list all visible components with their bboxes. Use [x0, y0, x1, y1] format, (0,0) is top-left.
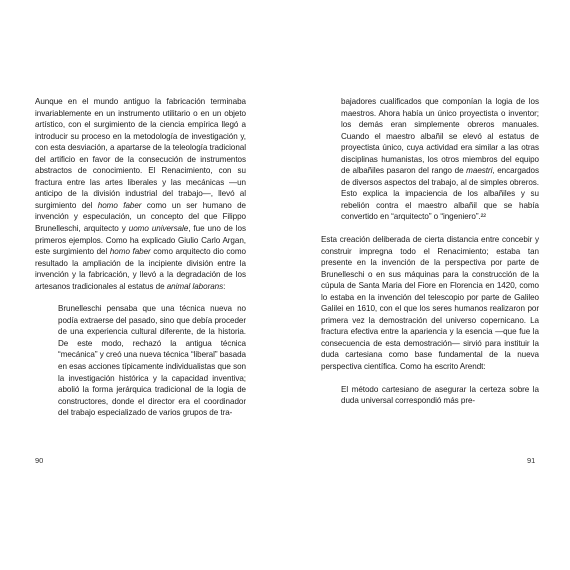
right-text-column [321, 96, 539, 407]
block-quote: Brunelleschi pensaba que una técnica nueva no podía extraerse del pasado, sino que debía proceder de una experiencia cultural diferente, de la historia. De este modo, rechazó la antigua técnica “mecánica” y creó una nueva técnica “liberal” basada en esas acciones típicamente individualistas que son la investigación histórica y la capacidad inventiva; abolió la forma jerárquica tradicional de la logia de constructores, donde el director era el coordinador del trabajo especializado de varios grupos de tra- [58, 304, 246, 418]
block-quote-continuation: bajadores cualificados que componían la logia de los maestros. Ahora había un único proyectista o inventor; los demás eran simplemente obreros manuales. Cuando el maestro albañil se elevó al estatus de proyectista único, cuya actividad era similar a las otras disciplinas humanistas, los otros miembros del equipo de albañiles pasaron del rango de maestri, encargados de diversos aspectos del trabajo, al de simples obreros. Esto explica la impaciencia de los albañiles y su rebelión contra el maestro albañil que se había convertido en “arquitecto” o “ingeniero”.²² [341, 97, 539, 222]
block-quote: El método cartesiano de asegurar la certeza sobre la duda universal correspondió más pre- [341, 384, 539, 406]
page-number: 90 [35, 456, 44, 465]
body-paragraph: Aunque en el mundo antiguo la fabricación terminaba invariablemente en un instrumento utilitario o en un objeto artístico, con el surgimiento de la ciencia empírica llegó a introducir su proceso en la metodología de investigación y, con esta desviación, a apartarse de la teleología tradicional del artificio en favor de la consecución de instrumentos abstractos de conocimiento. El Renacimiento, con su fractura entre las artes liberales y las mecánicas —un anticipo de la división industrial del trabajo—, llevó al surgimiento del homo faber como un ser humano de invención y especulación, un concepto del que Filippo Brunelleschi, arquitecto y uomo universale, fue uno de los primeros ejemplos. Como ha explicado Giulio Carlo Argan, este surgimiento del homo faber como arquitecto dio como resultado la ampliación de la incipiente división entre la invención y la fabricación, y llevó a la degradación de los artesanos tradicionales al estatus de animal laborans: [35, 97, 247, 291]
page-number: 91 [527, 456, 536, 465]
left-text-column [35, 96, 246, 419]
body-paragraph: Esta creación deliberada de cierta distancia entre concebir y construir impregna todo el Renacimiento; estaba tan presente en la invención de la perspectiva por parte de Brunelleschi o en sus máquinas para la construcción de la cúpula de Santa Maria del Fiore en Florencia en 1420, como lo estaba en la invención del telescopio por parte de Galileo Galilei en 1610, con el que los seres humanos realizaron por primera vez la demostración del universo copernicano. La fractura efectiva entre la apariencia y la esencia —que fue la consecuencia de esta demostración— sirvió para instituir la duda cartesiana como base fundamental de la nueva perspectiva científica. Como ha escrito Arendt: [321, 235, 539, 372]
right-page [285, 0, 570, 570]
gutter [284, 0, 285, 570]
